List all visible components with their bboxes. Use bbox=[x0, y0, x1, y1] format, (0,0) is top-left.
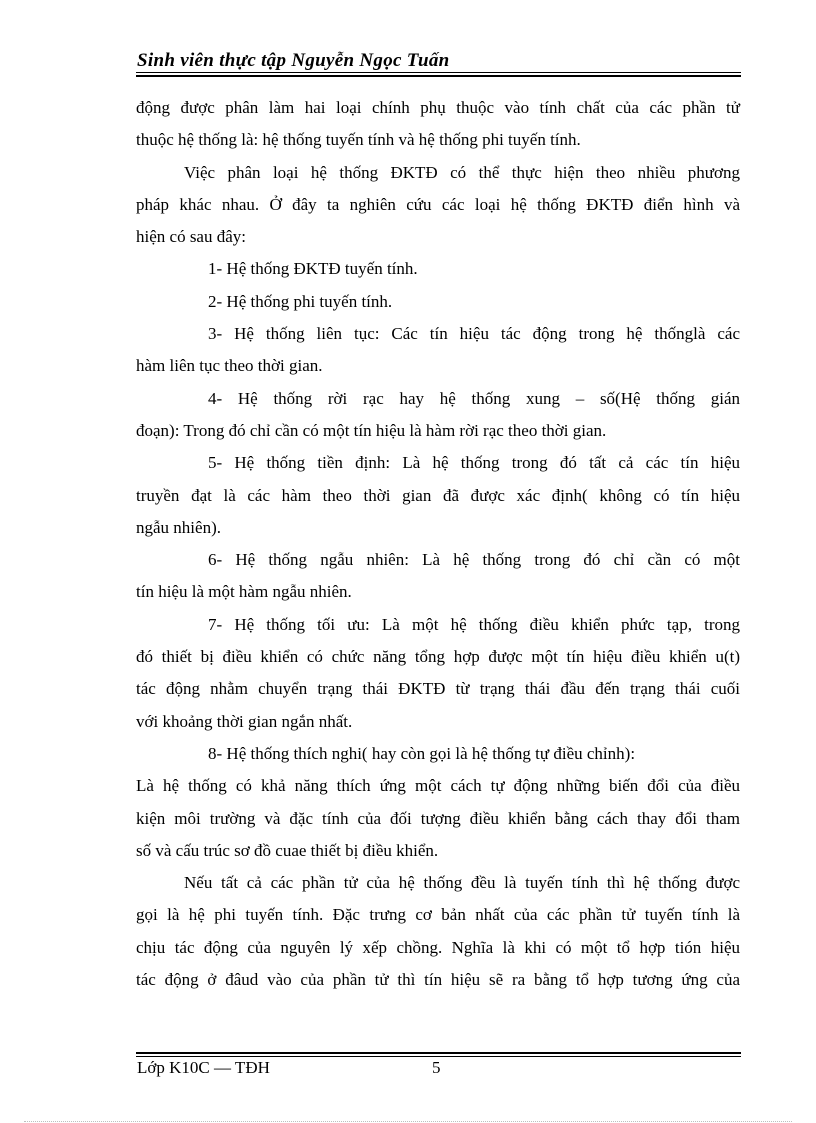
list-item: 5- Hệ thống tiền định: Là hệ thống trong đó tất cả các tín hiệu bbox=[208, 453, 740, 473]
header-title: Sinh viên thực tập Nguyễn Ngọc Tuấn bbox=[137, 50, 450, 71]
list-item: 4- Hệ thống rời rạc hay hệ thống xung – số(Hệ thống gián bbox=[208, 388, 740, 408]
text-line: thuộc hệ thống là: hệ thống tuyến tính và hệ thống phi tuyến tính. bbox=[136, 130, 581, 150]
text-line: gọi là hệ phi tuyến tính. Đặc trưng cơ bản nhất của các phần tử tuyến tính là bbox=[136, 905, 740, 925]
footer-class-label: Lớp K10C — TĐH bbox=[137, 1058, 270, 1077]
page-edge bbox=[24, 1121, 792, 1122]
text-line: kiện môi trường và đặc tính của đối tượng điều khiển bằng cách thay đổi tham bbox=[136, 808, 740, 828]
text-line: với khoảng thời gian ngắn nhất. bbox=[136, 711, 353, 731]
header-rule-thick bbox=[136, 75, 741, 77]
list-item: 1- Hệ thống ĐKTĐ tuyến tính. bbox=[208, 259, 418, 279]
text-line: tác động ở đâud vào của phần tử thì tín hiệu sẽ ra bằng tổ hợp tương ứng của bbox=[136, 970, 740, 990]
text-line: chịu tác động của nguyên lý xếp chồng. Nghĩa là khi có một tổ hợp tión hiệu bbox=[136, 937, 740, 957]
text-line: Là hệ thống có khả năng thích ứng một cách tự động những biến đổi của điều bbox=[136, 776, 740, 796]
text-line: hiện có sau đây: bbox=[136, 227, 246, 247]
text-line: đoạn): Trong đó chỉ cần có một tín hiệu là hàm rời rạc theo thời gian. bbox=[136, 420, 607, 440]
list-item: 8- Hệ thống thích nghi( hay còn gọi là hệ thống tự điều chỉnh): bbox=[208, 743, 636, 763]
text-line: Việc phân loại hệ thống ĐKTĐ có thể thực hiện theo nhiều phương bbox=[184, 162, 740, 182]
list-item: 7- Hệ thống tối ưu: Là một hệ thống điều khiển phức tạp, trong bbox=[208, 614, 740, 634]
text-line: hàm liên tục theo thời gian. bbox=[136, 356, 323, 376]
footer-rule-thick bbox=[136, 1052, 741, 1054]
text-line: truyền đạt là các hàm theo thời gian đã được xác định( không có tín hiệu bbox=[136, 485, 740, 505]
text-line: pháp khác nhau. Ở đây ta nghiên cứu các loại hệ thống ĐKTĐ điển hình và bbox=[136, 194, 740, 214]
text-line: Nếu tất cả các phần tử của hệ thống đều là tuyến tính thì hệ thống được bbox=[184, 873, 740, 893]
header-rule bbox=[136, 72, 741, 73]
list-item: 3- Hệ thống liên tục: Các tín hiệu tác động trong hệ thốnglà các bbox=[208, 324, 740, 344]
list-item: 6- Hệ thống ngẫu nhiên: Là hệ thống trong đó chỉ cần có một bbox=[208, 550, 740, 570]
text-line: số và cấu trúc sơ đồ cuae thiết bị điều khiển. bbox=[136, 840, 439, 860]
text-line: ngẫu nhiên). bbox=[136, 517, 221, 537]
text-line: tác động nhằm chuyển trạng thái ĐKTĐ từ trạng thái đầu đến trạng thái cuối bbox=[136, 679, 740, 699]
body-text bbox=[136, 92, 740, 996]
text-line: động được phân làm hai loại chính phụ thuộc vào tính chất của các phần tử bbox=[136, 98, 740, 117]
page-number: 5 bbox=[432, 1058, 441, 1077]
footer-rule bbox=[136, 1056, 741, 1057]
text-line: tín hiệu là một hàm ngẫu nhiên. bbox=[136, 582, 352, 602]
text-line: đó thiết bị điều khiển có chức năng tổng hợp được một tín hiệu điều khiển u(t) bbox=[136, 647, 740, 667]
list-item: 2- Hệ thống phi tuyến tính. bbox=[208, 291, 393, 311]
